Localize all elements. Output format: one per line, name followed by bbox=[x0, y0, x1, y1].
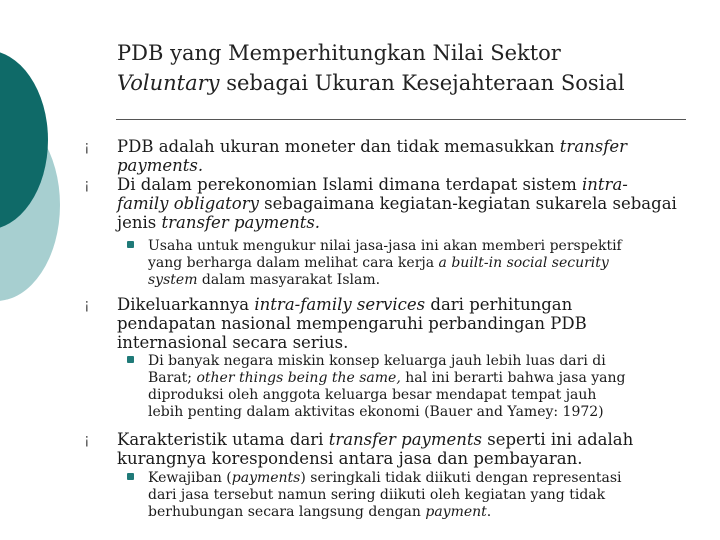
sub-bullet-line: lebih penting dalam aktivitas ekonomi (Bauer and Yamey: 1972) bbox=[148, 404, 604, 420]
title-line-2-rest: sebagai Ukuran Kesejahteraan Sosial bbox=[219, 71, 625, 95]
bullet-marker: ¡ bbox=[84, 297, 90, 313]
sub-bullet-item-2 bbox=[148, 238, 688, 289]
bullet-line: payments. bbox=[117, 156, 204, 175]
bullet-line: Di dalam perekonomian Islami dimana terdapat sistem intra- bbox=[117, 175, 628, 194]
bullet-item-3 bbox=[84, 295, 697, 352]
bullet-marker: ¡ bbox=[84, 432, 90, 448]
sub-bullet-line: berhubungan secara langsung dengan payment. bbox=[148, 504, 492, 520]
bullet-item-2 bbox=[84, 175, 697, 232]
bullet-line: internasional secara serius. bbox=[117, 333, 349, 352]
sub-bullet-line: diproduksi oleh anggota keluarga besar mendapat tempat jauh bbox=[148, 387, 597, 403]
title-line-1: PDB yang Memperhitungkan Nilai Sektor bbox=[117, 41, 561, 65]
bullet-line: pendapatan nasional mempengaruhi perbandingan PDB bbox=[117, 314, 587, 333]
bullet-marker: ¡ bbox=[84, 177, 90, 193]
sub-bullet-marker bbox=[127, 473, 134, 480]
sub-bullet-line: Barat; other things being the same, hal ini berarti bahwa jasa yang bbox=[148, 370, 626, 386]
bullet-line: jenis transfer payments. bbox=[117, 213, 321, 232]
sub-bullet-marker bbox=[127, 241, 134, 248]
sub-bullet-line: Usaha untuk mengukur nilai jasa-jasa ini akan memberi perspektif bbox=[148, 238, 622, 254]
sub-bullet-line: dari jasa tersebut namun sering diikuti oleh kegiatan yang tidak bbox=[148, 487, 606, 503]
bullet-item-1 bbox=[84, 137, 697, 175]
sub-bullet-line: yang berharga dalam melihat cara kerja a built-in social security bbox=[148, 255, 609, 271]
sub-bullet-item-4 bbox=[148, 470, 688, 521]
bullet-item-4 bbox=[84, 430, 697, 468]
sub-bullet-marker bbox=[127, 356, 134, 363]
bullet-line: family obligatory sebagaimana kegiatan-kegiatan sukarela sebagai bbox=[117, 194, 677, 213]
sub-bullet-line: Kewajiban (payments) seringkali tidak diikuti dengan representasi bbox=[148, 470, 622, 486]
title-italic-word: Voluntary bbox=[117, 71, 220, 95]
sub-bullet-line: Di banyak negara miskin konsep keluarga jauh lebih luas dari di bbox=[148, 353, 606, 369]
sub-bullet-line: system dalam masyarakat Islam. bbox=[148, 272, 381, 288]
bullet-line: PDB adalah ukuran moneter dan tidak memasukkan transfer bbox=[117, 137, 628, 156]
sub-bullet-item-3 bbox=[148, 353, 688, 421]
bullet-line: kurangnya korespondensi antara jasa dan pembayaran. bbox=[117, 449, 583, 468]
bullet-line: Karakteristik utama dari transfer payments seperti ini adalah bbox=[117, 430, 634, 449]
bullet-marker: ¡ bbox=[84, 139, 90, 155]
bullet-line: Dikeluarkannya intra-family services dari perhitungan bbox=[117, 295, 573, 314]
